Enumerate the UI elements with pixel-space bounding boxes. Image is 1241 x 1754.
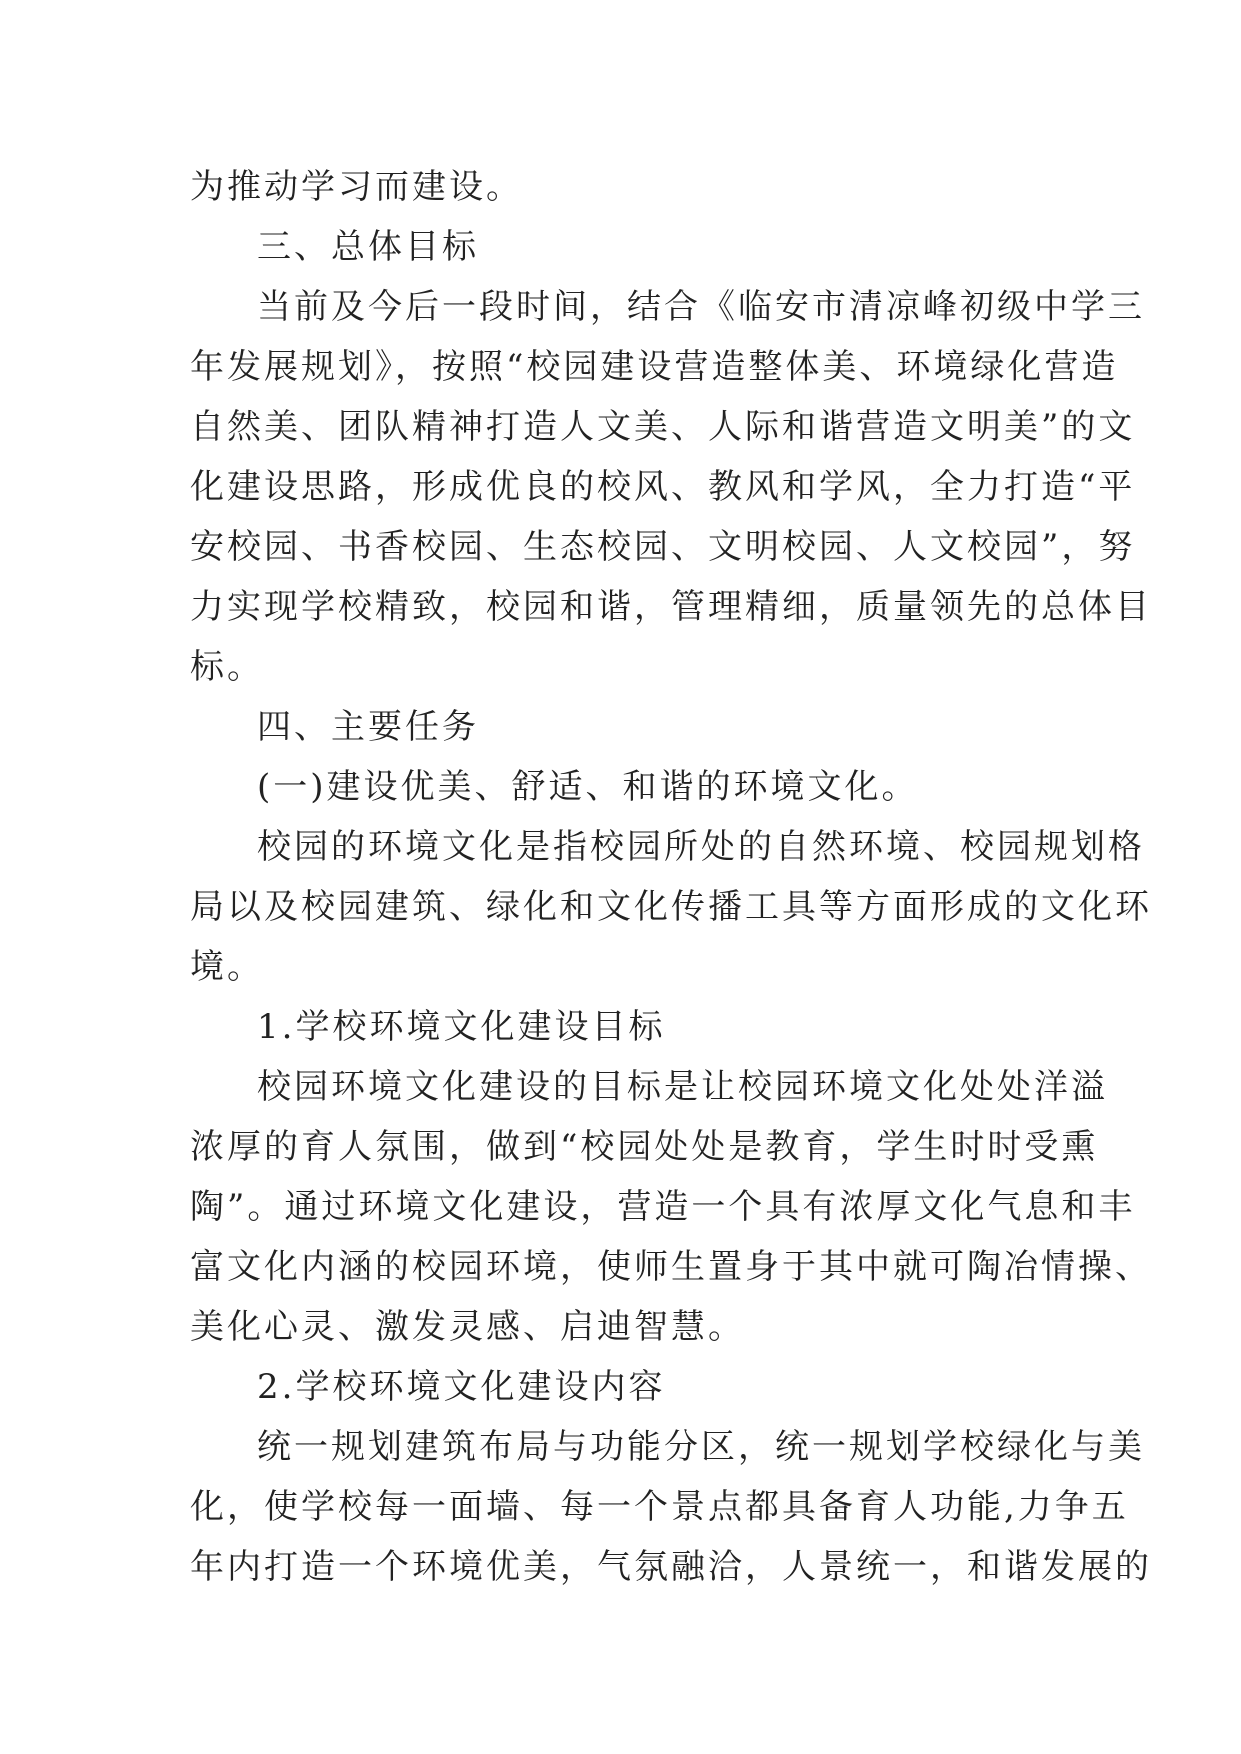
section-heading: 三、总体目标	[257, 227, 479, 267]
text-line: 富文化内涵的校园环境，使师生置身于其中就可陶冶情操、	[190, 1247, 1152, 1287]
text-line: 校园的环境文化是指校园所处的自然环境、校园规划格	[257, 827, 1145, 867]
text-line: 化建设思路，形成优良的校风、教风和学风，全力打造“平	[190, 467, 1136, 507]
text-line: 自然美、团队精神打造人文美、人际和谐营造文明美”的文	[190, 407, 1136, 447]
text-line: 美化心灵、激发灵感、启迪智慧。	[190, 1307, 745, 1347]
text-line: 浓厚的育人氛围，做到“校园处处是教育，学生时时受熏	[190, 1127, 1099, 1167]
text-line: 校园环境文化建设的目标是让校园环境文化处处洋溢	[257, 1067, 1108, 1107]
text-line: 年发展规划》，按照“校园建设营造整体美、环境绿化营造	[190, 347, 1119, 387]
text-line: 统一规划建筑布局与功能分区，统一规划学校绿化与美	[257, 1427, 1145, 1467]
text-line: 为推动学习而建设。	[190, 167, 523, 207]
item-heading: 1.学校环境文化建设目标	[257, 1007, 666, 1047]
text-line: 境。	[190, 947, 264, 987]
text-line: 陶”。通过环境文化建设，营造一个具有浓厚文化气息和丰	[190, 1187, 1136, 1227]
text-line: 局以及校园建筑、绿化和文化传播工具等方面形成的文化环	[190, 887, 1152, 927]
item-heading: 2.学校环境文化建设内容	[257, 1367, 666, 1407]
text-line: 安校园、书香校园、生态校园、文明校园、人文校园”，努	[190, 527, 1136, 567]
text-line: 当前及今后一段时间，结合《临安市清凉峰初级中学三	[257, 287, 1145, 327]
text-line: 标。	[190, 647, 264, 687]
section-heading: 四、主要任务	[257, 707, 479, 747]
text-line: 化，使学校每一面墙、每一个景点都具备育人功能,力争五	[190, 1487, 1129, 1527]
text-line: 年内打造一个环境优美，气氛融洽，人景统一，和谐发展的	[190, 1547, 1152, 1587]
text-line: 力实现学校精致，校园和谐，管理精细，质量领先的总体目	[190, 587, 1152, 627]
subsection-heading: (一)建设优美、舒适、和谐的环境文化。	[257, 767, 919, 807]
